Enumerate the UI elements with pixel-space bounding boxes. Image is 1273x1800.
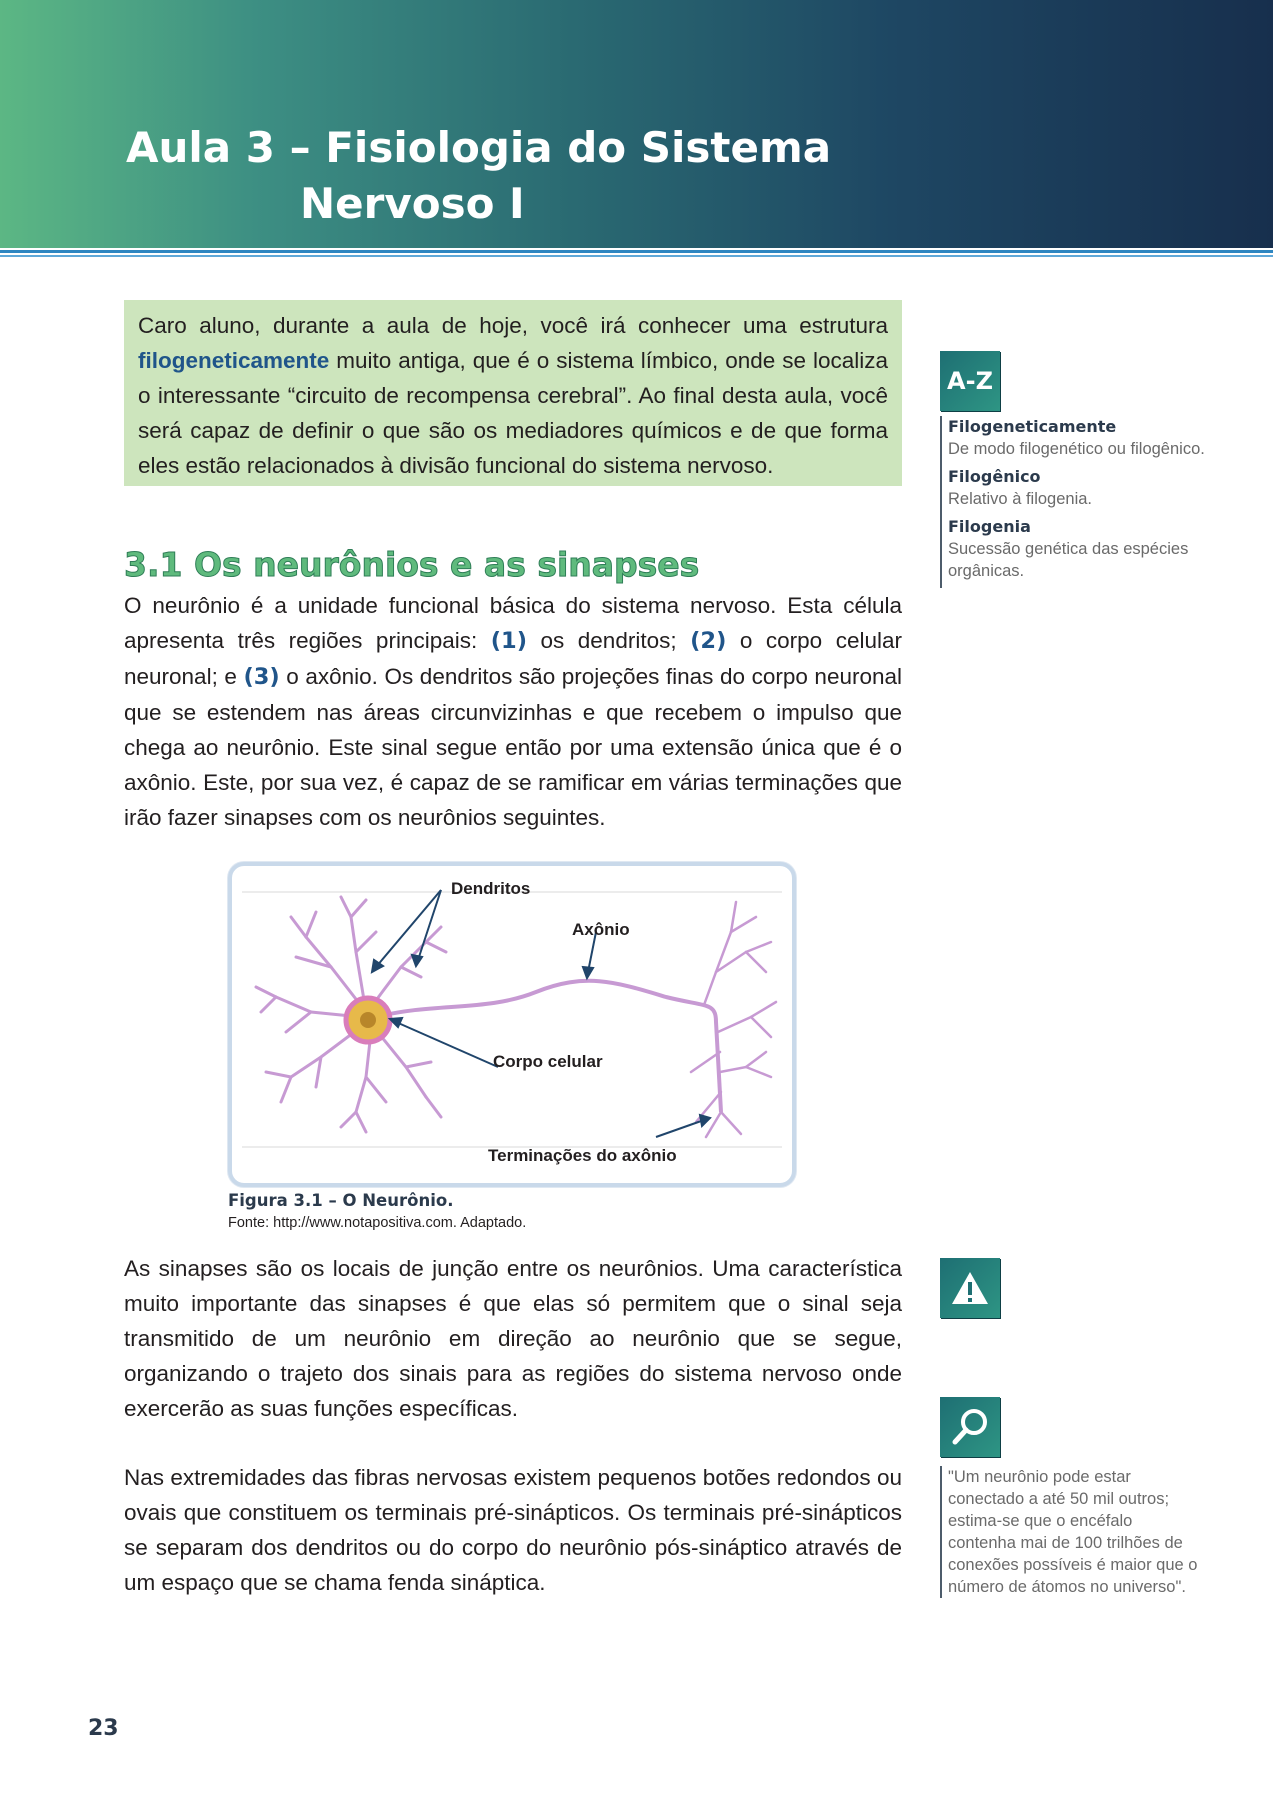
- intro-text-before: Caro aluno, durante a aula de hoje, você irá conhecer uma estrutura: [138, 313, 888, 338]
- warning-triangle-icon: [950, 1270, 990, 1306]
- paragraph-synapses: As sinapses são os locais de junção entre os neurônios. Uma característica muito importante das sinapses é que elas só permitem que o sinal seja transmitido de um neurônio em direção ao neurônio que se segue, organizando o trajeto dos sinais para as regiões do sistema nervoso onde exercerão as suas funções específicas.: [124, 1256, 902, 1421]
- label-axonio: Axônio: [572, 920, 630, 939]
- magnifier-glyph-icon: [949, 1406, 991, 1448]
- intro-text-after: muito antiga, que é o sistema límbico, onde se localiza o interessante “circuito de recompensa cerebral”. Ao final desta aula, você será capaz de definir o que são os mediadores químicos e de que forma eles estão relacionados à divisão funcional do sistema nervoso.: [138, 348, 888, 478]
- paragraph-terminals: Nas extremidades das fibras nervosas existem pequenos botões redondos ou ovais que constituem os terminais pré-sinápticos. Os terminais pré-sinápticos se separam dos dendritos ou do corpo do neurônio pós-sináptico através de um espaço que se chama fenda sináptica.: [124, 1465, 902, 1595]
- glossary-term: Filogeneticamente: [948, 417, 1117, 436]
- sidebar-quote: "Um neurônio pode estar conectado a até 50 mil outros; estima-se que o encéfalo contenha mai de 100 trilhões de conexões possíveis é maior que o número de átomos no universo".: [940, 1466, 1198, 1598]
- axon-fiber: [376, 981, 721, 1112]
- figure-caption: Figura 3.1 – O Neurônio.: [228, 1191, 454, 1210]
- paragraph-text: O neurônio é a unidade funcional básica do sistema nervoso. Esta célula apresenta três regiões principais:: [124, 593, 902, 653]
- a-z-icon-label: A-Z: [947, 367, 993, 395]
- glossary-sidebar: [940, 416, 1248, 588]
- paragraph-text: o corpo celular neuronal; e: [124, 628, 902, 689]
- nucleus: [360, 1012, 376, 1028]
- chapter-title-line2: Nervoso I: [300, 179, 525, 228]
- paragraph-text: o axônio. Os dendritos são projeções finas do corpo neuronal que se estendem nas áreas circunvizinhas e que recebem o impulso que chega ao neurônio. Este sinal segue então por uma extensão única que é o axônio. Este, por sua vez, é capaz de se ramificar em várias terminações que irão fazer sinapses com os neurônios seguintes.: [124, 664, 903, 830]
- glossary-term: Filogênico: [948, 467, 1041, 486]
- glossary-definition: De modo filogenético ou filogênico.: [948, 440, 1205, 458]
- figure-source: Fonte: http://www.notapositiva.com. Adaptado.: [228, 1215, 527, 1231]
- intro-box: [124, 300, 902, 486]
- chapter-title: [126, 120, 831, 232]
- paragraph-text: os dendritos;: [526, 628, 691, 653]
- glossary-definition: Relativo à filogenia.: [948, 490, 1093, 508]
- glossary-definition: Sucessão genética das espécies orgânicas.: [948, 540, 1189, 580]
- region-number: (2): [690, 628, 727, 654]
- axon-terminal-branches: [691, 902, 776, 1137]
- chapter-title-line1: Aula 3 – Fisiologia do Sistema: [126, 123, 832, 172]
- neuron-illustration: [236, 872, 788, 1177]
- warning-icon: [940, 1258, 1000, 1318]
- region-number: (1): [490, 628, 527, 654]
- page-number: 23: [88, 1716, 119, 1741]
- header-divider: [0, 250, 1273, 253]
- intro-highlight-term: filogeneticamente: [138, 348, 330, 373]
- pointer-arrows: [372, 890, 710, 1137]
- magnifier-icon: [940, 1397, 1000, 1457]
- label-corpo-celular: Corpo celular: [493, 1052, 603, 1071]
- section-title: 3.1 Os neurônios e as sinapses: [124, 545, 700, 584]
- paragraph-neuron: [124, 588, 902, 835]
- label-terminacoes: Terminações do axônio: [488, 1146, 677, 1165]
- header-divider-thin: [0, 255, 1273, 257]
- region-number: (3): [243, 664, 280, 690]
- glossary-term: Filogenia: [948, 517, 1031, 536]
- label-dendritos: Dendritos: [451, 879, 531, 898]
- a-z-icon: [940, 351, 1000, 411]
